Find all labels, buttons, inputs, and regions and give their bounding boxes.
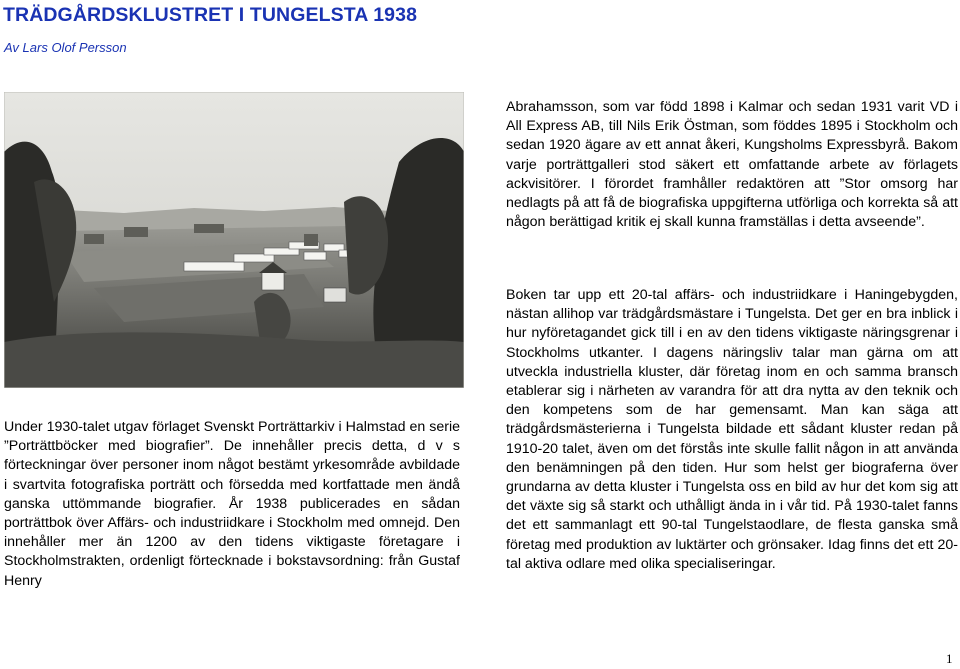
page-title: TRÄDGÅRDSKLUSTRET I TUNGELSTA 1938 (3, 4, 418, 26)
page-number: 1 (946, 651, 953, 666)
author-byline: Av Lars Olof Persson (4, 40, 127, 55)
right-column-paragraph-2: Boken tar upp ett 20-tal affärs- och industriidkare i Haningebygden, nästan allihop var trädgårdsmästare i Tungelsta. Det ger en bra inblick i hur nyföretagandet gick till i en av den tidens viktigaste näringsgrenar i Stockholms utkanter. I dagens näringsliv talar man gärna om att utveckla industriella kluster, där företag inom en och samma bransch etablerar sig i närheten av varandra för att dra nytta av den teknik och den kompetens som de har gemensamt. Man kan säga att trädgårdsmästerierna i Tungelsta bildade ett sådant kluster redan på 1910-20 talet, även om det förstås inte skulle fallit någon in att använda den benämningen på den tiden. Hur som helst ger biograferna över grundarna av detta kluster i Tungelsta oss en bild av hur det kom sig att det växte sig så starkt och uthålligt ända in i vår tid. På 1930-talet fanns det ett sammanlagt ett 90-tal Tungelstaodlare, de flesta ganska små företag med produktion av luktärter och grönsaker. Idag finns det ett 20-tal aktiva odlare med olika specialiseringar. (506, 287, 958, 572)
left-column-paragraph: Under 1930-talet utgav förlaget Svenskt Porträttarkiv i Halmstad en serie ”Porträttböcker med biografier”. De innehåller precis detta, d v s förteckningar över personer inom något bestämt yrkesområde avbildade i svartvita fotografiska porträtt och försedda med kortfattade men ändå ganska uttömmande biografier. År 1938 publicerades en sådan porträttbok över Affärs- och industriidkare i Stockholm med omnejd. Den innehåller mer än 1200 av den tidens viktigaste företagare i Stockholmstrakten, ordenligt förtecknade i bokstavsordning: från Gustaf Henry (4, 419, 460, 589)
photo-drawing (4, 92, 464, 388)
historical-photo (4, 92, 464, 388)
right-column-paragraph-1: Abrahamsson, som var född 1898 i Kalmar och sedan 1931 varit VD i All Express AB, till Nils Erik Östman, som föddes 1895 i Stockholm och sedan 1920 ägare av ett annat åkeri, Kungsholms Expressbyrå. Bakom varje porträttgalleri stod säkert ett omfattande arbete av förlagets ackvisitörer. I förordet framhåller redaktören att ”Stor omsorg har nedlagts på att få de biografiska uppgifterna utförliga och korrekta så att någon berättigad kritik ej skall kunna framställas i detta avseende”. (506, 99, 958, 231)
